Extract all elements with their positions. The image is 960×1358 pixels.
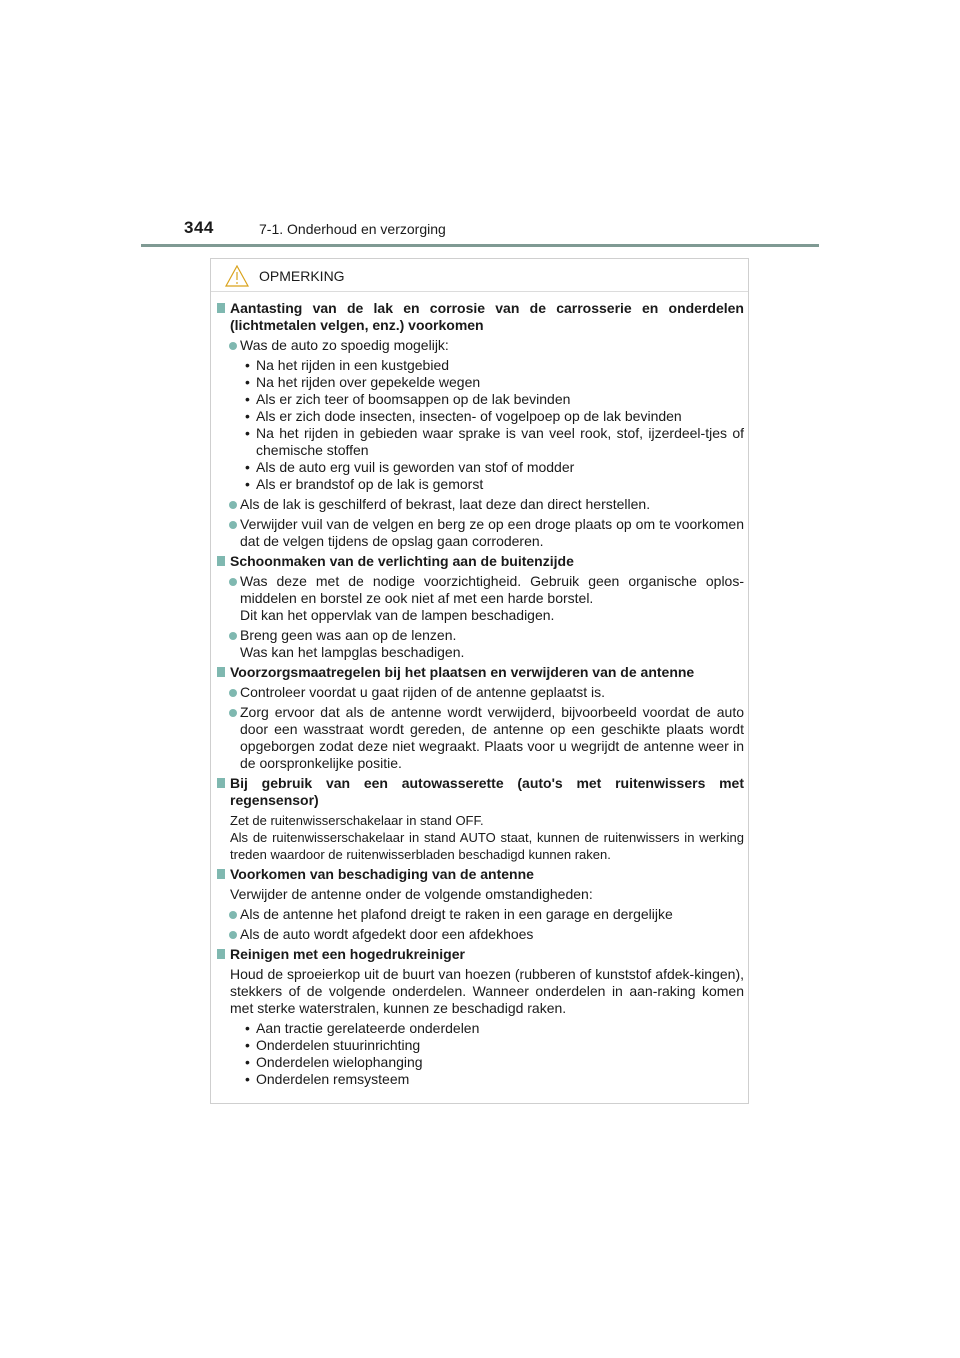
square-bullet-icon: [217, 869, 225, 879]
circle-bullet-icon: [229, 632, 237, 640]
circle-bullet-icon: [229, 709, 237, 717]
paragraph-wiper: Zet de ruitenwisserschakelaar in stand OFF. Als de ruitenwisserschakelaar in stand AUTO staat, kunnen de ruitenwissers in werking treden waardoor de ruitenwisserbladen beschadigd kunnen raken.: [230, 813, 744, 862]
notice-title: OPMERKING: [259, 268, 345, 284]
circle-item: Zorg ervoor dat als de antenne wordt verwijderd, bijvoorbeeld voordat de auto door een wasstraat wordt gereden, de antenne op een geschikte plaats wordt opgeborgen zodat deze niet wegraakt. Plaats voor u wegrijdt de antenne weer in de oorspronkelijke positie.: [217, 704, 744, 772]
heading-antenna-damage: Voorkomen van beschadiging van de antenne: [217, 866, 744, 883]
bullet-list-wash: [217, 357, 744, 493]
circle-bullet-icon: [229, 521, 237, 529]
heading-car-wash: Bij gebruik van een autowasserette (auto's met ruitenwissers met regensensor): [217, 775, 744, 809]
heading-exterior-lights: Schoonmaken van de verlichting aan de buitenzijde: [217, 553, 744, 570]
paragraph-antenna: Verwijder de antenne onder de volgende omstandigheden:: [230, 886, 593, 902]
list-item: • Aan tractie gerelateerde onderdelen: [245, 1020, 480, 1036]
header-divider: [141, 244, 819, 247]
circle-item: Was deze met de nodige voorzichtigheid. Gebruik geen organische oplos-middelen en borstel ze ook niet af met een harde borstel. Dit kan het oppervlak van de lampen beschadigen.: [217, 573, 744, 624]
square-bullet-icon: [217, 303, 225, 313]
page-header: [141, 218, 819, 246]
circle-item: Als de antenne het plafond dreigt te raken in een garage en dergelijke: [217, 906, 744, 923]
heading-antenna-precautions: Voorzorgsmaatregelen bij het plaatsen en verwijderen van de antenne: [217, 664, 744, 681]
circle-bullet-icon: [229, 911, 237, 919]
bullet-list-parts: [217, 1020, 744, 1088]
section-title: 7-1. Onderhoud en verzorging: [259, 221, 446, 237]
circle-item: Controleer voordat u gaat rijden of de antenne geplaatst is.: [217, 684, 744, 701]
square-bullet-icon: [217, 949, 225, 959]
circle-item: Was de auto zo spoedig mogelijk:: [217, 337, 744, 354]
square-bullet-icon: [217, 556, 225, 566]
circle-bullet-icon: [229, 501, 237, 509]
circle-item: Verwijder vuil van de velgen en berg ze op een droge plaats op om te voorkomen dat de velgen tijdens de opslag gaan corroderen.: [217, 516, 744, 550]
heading-pressure-washer: Reinigen met een hogedrukreiniger: [217, 946, 744, 963]
square-bullet-icon: [217, 778, 225, 788]
notice-divider: [211, 291, 748, 292]
list-item: • Na het rijden in gebieden waar sprake is van veel rook, stof, ijzerdeel-tjes of chemische stoffen: [245, 425, 744, 458]
list-item: • Onderdelen stuurinrichting: [245, 1037, 421, 1053]
circle-bullet-icon: [229, 931, 237, 939]
list-item: • Als er zich dode insecten, insecten- of vogelpoep op de lak bevinden: [245, 408, 682, 424]
warning-triangle-icon: [225, 265, 249, 287]
notice-box: [210, 258, 749, 1104]
circle-item: Als de auto wordt afgedekt door een afdekhoes: [217, 926, 744, 943]
list-item: • Onderdelen remsysteem: [245, 1071, 410, 1087]
circle-item: Breng geen was aan op de lenzen. Was kan het lampglas beschadigen.: [217, 627, 744, 661]
list-item: • Als er brandstof op de lak is gemorst: [245, 476, 484, 492]
square-bullet-icon: [217, 667, 225, 677]
circle-bullet-icon: [229, 578, 237, 586]
list-item: • Onderdelen wielophanging: [245, 1054, 423, 1070]
notice-heading: [225, 265, 345, 287]
circle-bullet-icon: [229, 689, 237, 697]
list-item: • Als de auto erg vuil is geworden van stof of modder: [245, 459, 575, 475]
heading-paint-corrosion: Aantasting van de lak en corrosie van de carrosserie en onderdelen (lichtmetalen velgen, enz.) voorkomen: [217, 300, 744, 334]
list-item: • Als er zich teer of boomsappen op de lak bevinden: [245, 391, 571, 407]
paragraph-pressure-washer: Houd de sproeierkop uit de buurt van hoezen (rubberen of kunststof afdek-kingen), stekkers of de volgende onderdelen. Wanneer onderdelen in aan-raking komen met sterke waterstralen, kunnen ze beschadigd raken.: [230, 966, 744, 1016]
list-item: • Na het rijden over gepekelde wegen: [245, 374, 481, 390]
notice-content: [217, 300, 744, 1091]
circle-item: Als de lak is geschilferd of bekrast, laat deze dan direct herstellen.: [217, 496, 744, 513]
circle-bullet-icon: [229, 342, 237, 350]
page-number: 344: [184, 218, 214, 237]
list-item: • Na het rijden in een kustgebied: [245, 357, 450, 373]
